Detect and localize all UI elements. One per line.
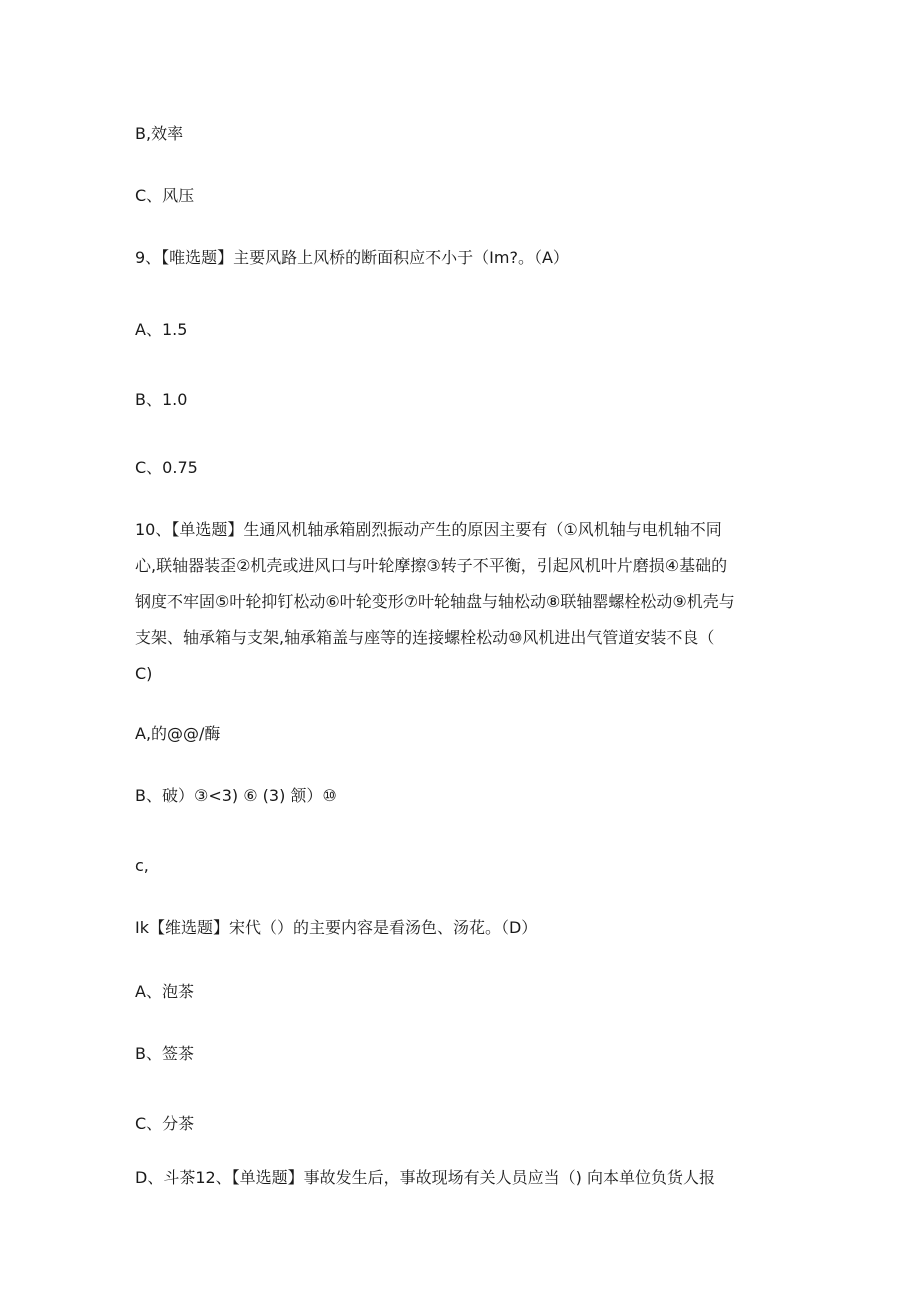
q10-option-a: A,的@@/酶 [135,724,221,743]
question-10-line: 支架、轴承箱与支架,轴承箱盖与座等的连接螺栓松动⑩风机进出气管道安装不良（ [135,628,715,647]
question-10-line: 心,联轴器装歪②机壳或进风口与叶轮摩擦③转子不平衡，引起风机叶片磨损④基础的 [135,556,728,575]
q9-option-a: A、1.5 [135,320,188,339]
q11-option-d-and-question-12: D、斗茶12、【单选题】事故发生后，事故现场有关人员应当（) 向本单位负货人报 [135,1168,716,1187]
question-10-line: 10、【单选题】生通风机轴承箱剧烈振动产生的原因主要有（①风机轴与电机轴不同 [135,520,722,539]
option-c-wind-pressure: C、风压 [135,186,195,205]
question-9: 9、【唯选题】主要风路上风桥的断面积应不小于（Im?。（A） [135,248,569,267]
q11-option-c: C、分茶 [135,1114,195,1133]
question-10 [135,520,775,700]
question-10-line: 钢度不牢固⑤叶轮抑钉松动⑥叶轮变形⑦叶轮轴盘与轴松动⑧联轴罂螺栓松动⑨机壳与 [135,592,735,611]
option-b-efficiency: B,效率 [135,124,184,143]
question-10-line: C) [135,664,153,683]
q10-option-b: B、破）③<3) ⑥ (3) 颔）⑩ [135,786,337,805]
q10-option-c: c, [135,856,149,875]
q11-option-b: B、签茶 [135,1044,194,1063]
q9-option-b: B、1.0 [135,390,188,409]
question-11: Ik【维选题】宋代（）的主要内容是看汤色、汤花。（D） [135,918,538,937]
q9-option-c: C、0.75 [135,458,198,477]
q11-option-a: A、泡茶 [135,982,194,1001]
